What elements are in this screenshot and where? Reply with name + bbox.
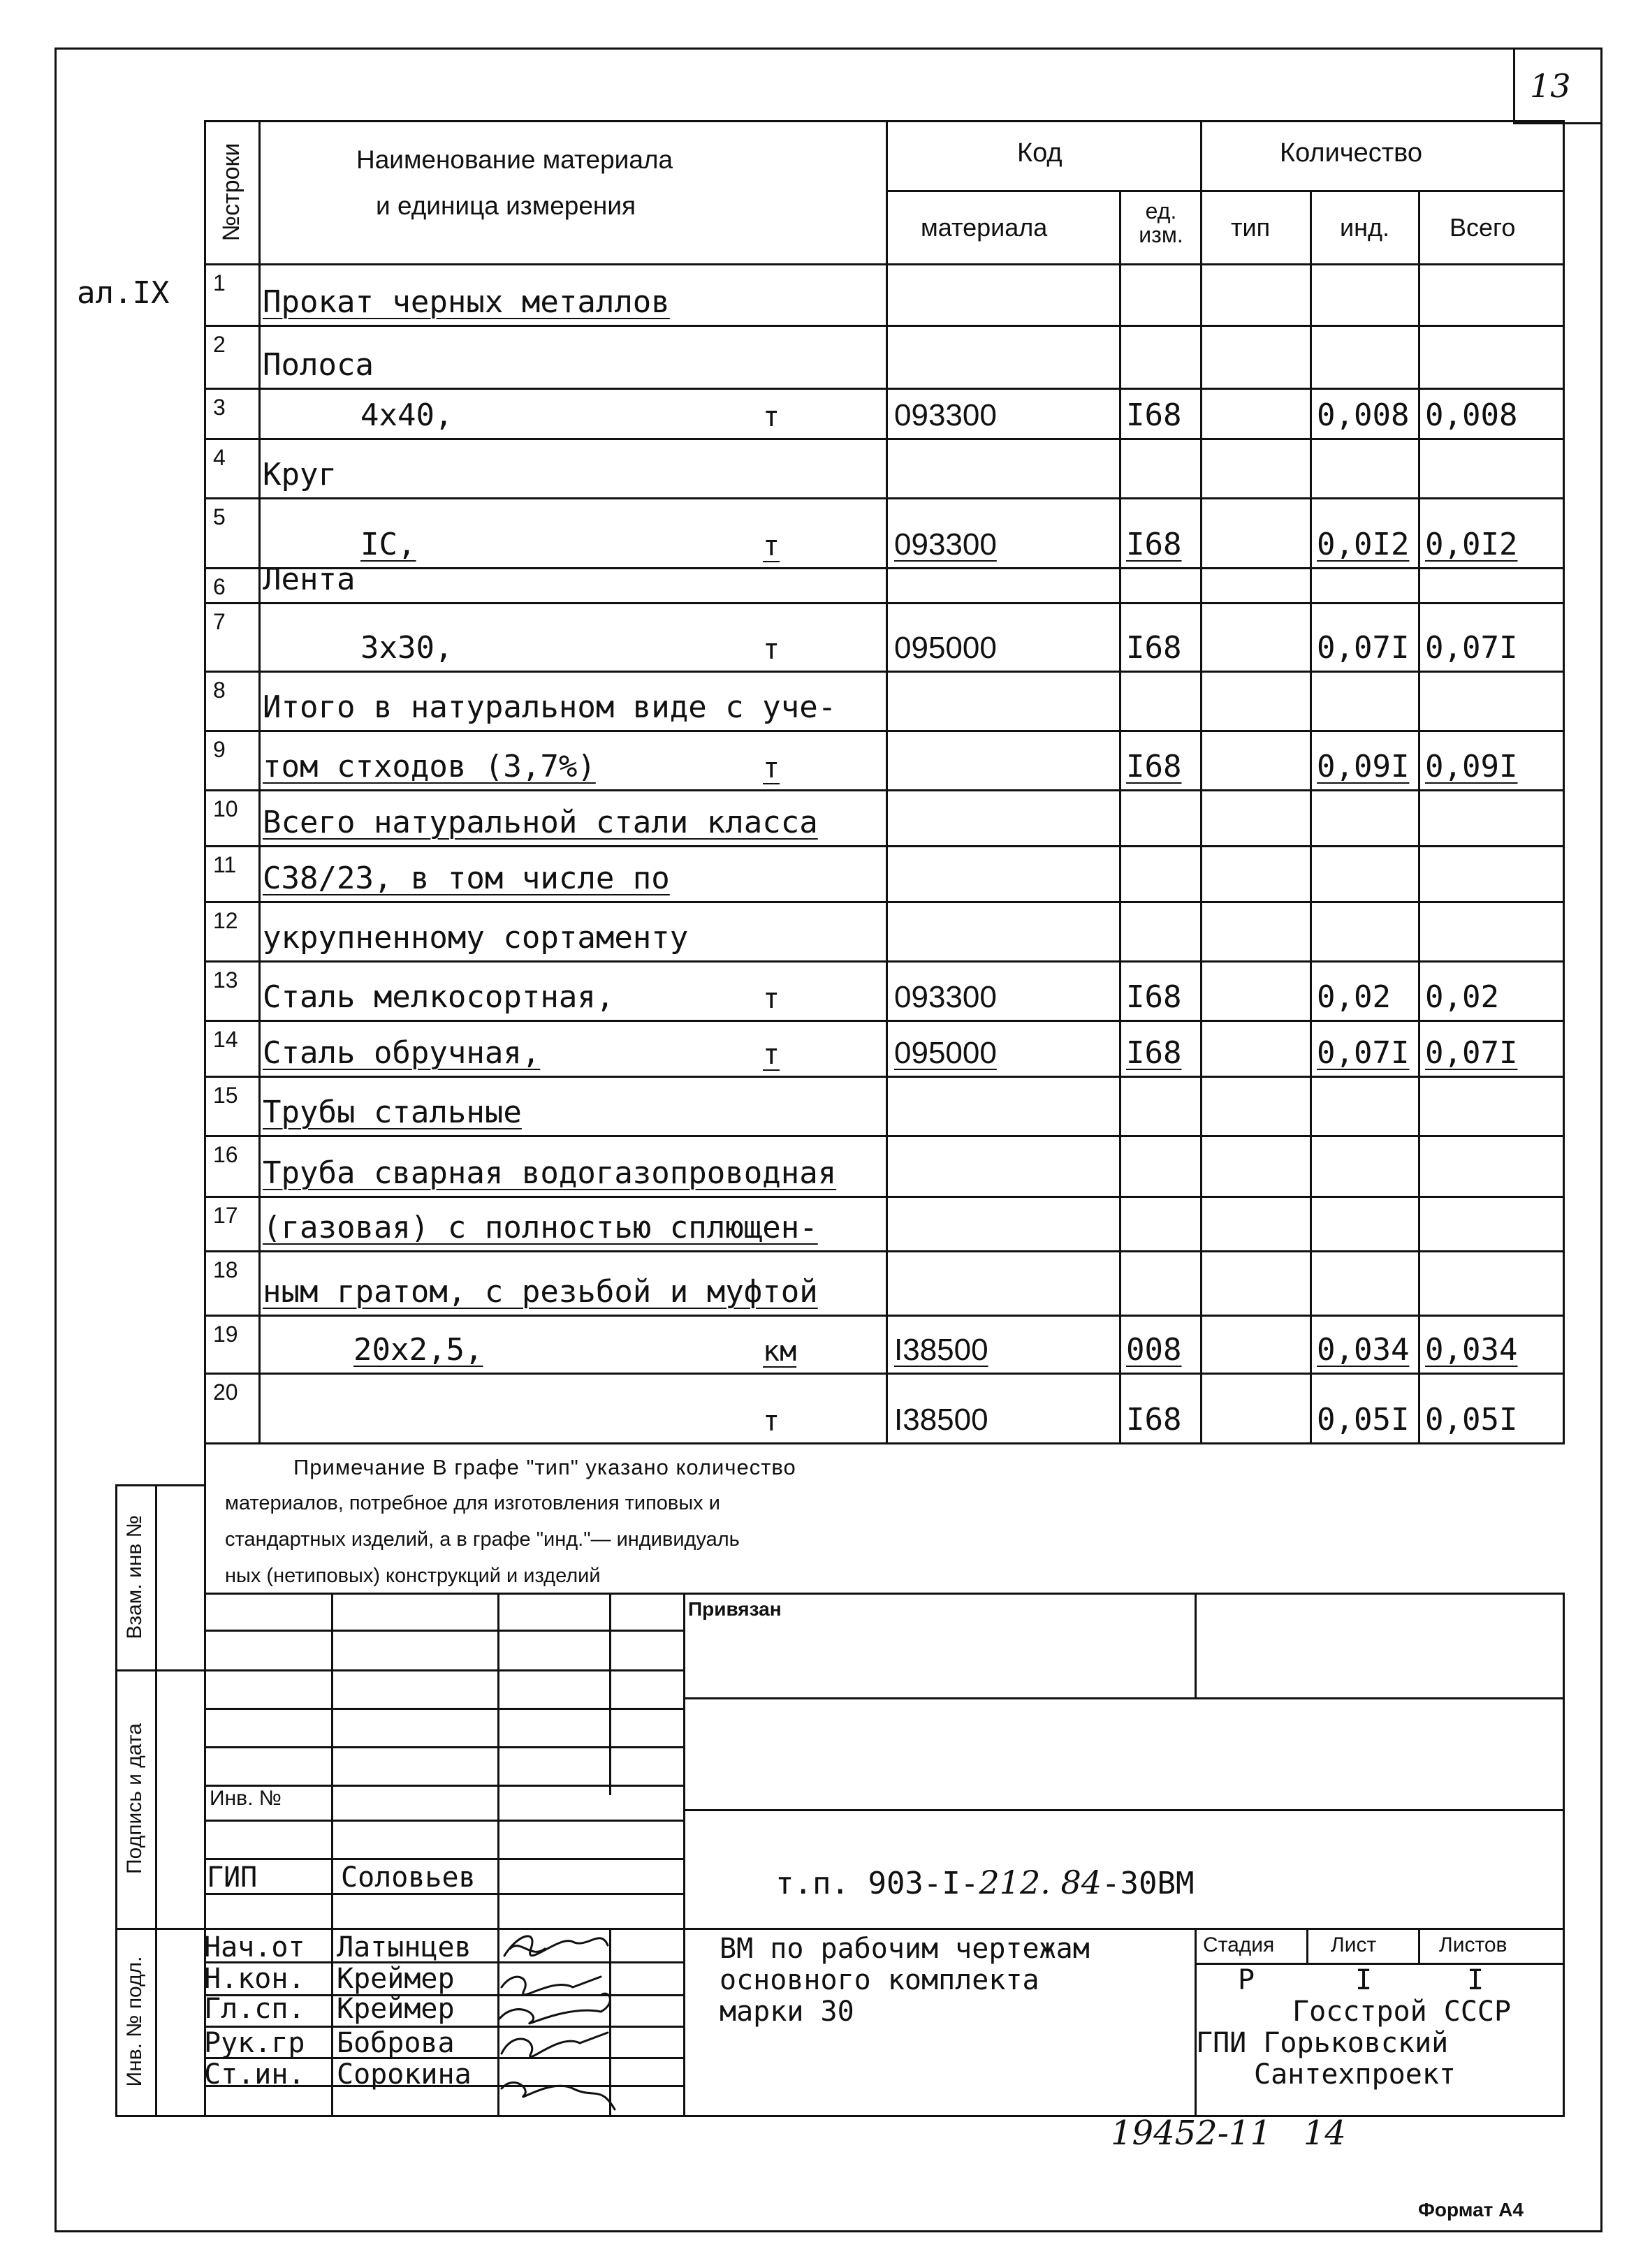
cell-name: Полоса xyxy=(263,347,374,383)
cell-name: укрупненному сортаменту xyxy=(263,920,689,956)
cell-code: 093300 xyxy=(894,527,997,562)
sheets-label: Листов xyxy=(1439,1933,1507,1956)
cell-ind: 0,09I xyxy=(1317,749,1410,784)
page-number: 13 xyxy=(1530,67,1571,105)
cell-total: 0,09I xyxy=(1425,749,1518,784)
inv-no-label: Инв. № xyxy=(210,1787,282,1810)
cell-n: 19 xyxy=(213,1322,238,1347)
cell-unit: т xyxy=(763,752,780,784)
cell-total: 0,02 xyxy=(1425,979,1499,1015)
org-line2: ГПИ Горьковский xyxy=(1196,2027,1449,2059)
cell-ed: 008 xyxy=(1126,1332,1182,1368)
cell-unit: т xyxy=(763,634,780,666)
header-name-line1: Наименование материала xyxy=(356,145,673,174)
cell-name: ным гратом, с резьбой и муфтой xyxy=(263,1274,818,1310)
cell-ind: 0,07I xyxy=(1317,630,1410,666)
cell-ed: I68 xyxy=(1126,397,1182,433)
stamp-vzam-inv: Взам. инв № xyxy=(123,1515,146,1639)
cell-name: Итого в натуральном виде с уче- xyxy=(263,689,837,725)
cell-name: С38/23, в том числе по xyxy=(263,861,670,896)
cell-n: 14 xyxy=(213,1027,238,1052)
header-name-line2: и единица измерения xyxy=(376,191,636,220)
description-line1: ВМ по рабочим чертежам xyxy=(720,1933,1090,1965)
sheet-value: I xyxy=(1355,1964,1373,1996)
cell-n: 20 xyxy=(213,1380,238,1405)
staff-name: Сорокина xyxy=(337,2058,472,2091)
stage-value: Р xyxy=(1238,1964,1255,1996)
format-label: Формат А4 xyxy=(1418,2199,1524,2221)
header-code: Код xyxy=(1017,138,1063,168)
cell-code: I38500 xyxy=(894,1403,988,1437)
cell-n: 17 xyxy=(213,1203,238,1228)
cell-n: 8 xyxy=(213,678,226,703)
note-line2: материалов, потребное для изготовления типовых и xyxy=(225,1492,720,1514)
cell-unit: т xyxy=(763,401,780,433)
cell-name: Всего натуральной стали класса xyxy=(263,805,818,840)
cell-name: том стходов (3,7%) xyxy=(263,749,596,784)
staff-name: Креймер xyxy=(337,1993,455,2025)
cell-name: (газовая) с полностью сплющен- xyxy=(263,1210,818,1245)
cell-ind: 0,034 xyxy=(1317,1332,1410,1368)
cell-ind: 0,008 xyxy=(1317,397,1410,433)
staff-name: Латынцев xyxy=(337,1931,472,1963)
cell-n: 7 xyxy=(213,609,226,634)
staff-name: Соловьев xyxy=(341,1861,476,1894)
cell-unit: т xyxy=(763,983,780,1015)
cell-ind: 0,0I2 xyxy=(1317,527,1410,562)
cell-ed: I68 xyxy=(1126,527,1182,562)
cell-ind: 0,07I xyxy=(1317,1035,1410,1071)
cell-n: 10 xyxy=(213,796,238,821)
cell-n: 15 xyxy=(213,1083,238,1108)
org-line3: Сантехпроект xyxy=(1254,2058,1456,2091)
cell-name: Лента xyxy=(263,562,356,597)
header-quantity: Количество xyxy=(1280,138,1423,168)
cell-ed: I68 xyxy=(1126,1035,1182,1071)
cell-n: 11 xyxy=(213,852,237,877)
cell-name: Трубы стальные xyxy=(263,1095,522,1130)
cell-ed: I68 xyxy=(1126,1402,1182,1437)
staff-name: Боброва xyxy=(337,2027,455,2059)
cell-ind: 0,02 xyxy=(1317,979,1391,1015)
cell-n: 3 xyxy=(213,395,226,420)
header-row-no: №строки xyxy=(218,142,244,242)
cell-n: 5 xyxy=(213,504,226,529)
cell-n: 1 xyxy=(213,270,226,295)
cell-n: 4 xyxy=(213,445,226,470)
cell-total: 0,008 xyxy=(1425,397,1518,433)
staff-role: Гл.сп. xyxy=(204,1993,305,2025)
header-qty-ind: инд. xyxy=(1340,213,1389,242)
cell-code: 093300 xyxy=(894,980,997,1014)
note-line1: Примечание В графе "тип" указано количество xyxy=(293,1455,796,1479)
cell-n: 13 xyxy=(213,967,238,993)
cell-code: 093300 xyxy=(894,398,997,432)
designation-suffix: -30ВМ xyxy=(1101,1866,1195,1901)
cell-total: 0,05I xyxy=(1425,1402,1518,1437)
cell-n: 6 xyxy=(213,574,226,599)
cell-name: Круг xyxy=(263,457,337,492)
sheet-label: Лист xyxy=(1331,1933,1377,1956)
cell-unit: т xyxy=(763,1039,780,1071)
cell-ed: I68 xyxy=(1126,979,1182,1015)
cell-n: 9 xyxy=(213,737,226,762)
cell-code: I38500 xyxy=(894,1333,988,1367)
stamp-signature-date: Подпись и дата xyxy=(123,1723,146,1874)
staff-role: Нач.от xyxy=(204,1931,305,1963)
cell-total: 0,0I2 xyxy=(1425,527,1518,562)
cell-unit: км xyxy=(763,1336,797,1368)
cell-n: 12 xyxy=(213,908,238,933)
header-qty-total: Всего xyxy=(1450,213,1516,242)
cell-total: 0,07I xyxy=(1425,1035,1518,1071)
cell-ed: I68 xyxy=(1126,749,1182,784)
note-line4: ных (нетиповых) конструкций и изделий xyxy=(225,1565,601,1587)
description-line2: основного комплекта xyxy=(720,1964,1039,1996)
header-code-material: материала xyxy=(921,213,1048,242)
header-code-unit: ед. изм. xyxy=(1139,198,1183,247)
stage-label: Стадия xyxy=(1203,1933,1275,1956)
cell-ed: I68 xyxy=(1126,630,1182,666)
cell-unit: т xyxy=(763,1405,780,1437)
staff-role: ГИП xyxy=(207,1861,258,1894)
note-line3: стандартных изделий, а в графе "инд."— индивидуаль xyxy=(225,1528,740,1551)
cell-n: 18 xyxy=(213,1257,238,1282)
cell-ind: 0,05I xyxy=(1317,1402,1410,1437)
designation-hand: 212. 84 xyxy=(979,1864,1102,1901)
staff-role: Рук.гр xyxy=(204,2027,305,2059)
cell-total: 0,034 xyxy=(1425,1332,1518,1368)
cell-code: 095000 xyxy=(894,631,997,665)
sheets-value: I xyxy=(1467,1964,1484,1996)
cell-name: 20х2,5, xyxy=(353,1332,483,1368)
cell-name: Сталь обручная, xyxy=(263,1035,541,1071)
cell-name: Сталь мелкосортная, xyxy=(263,979,615,1015)
cell-unit: т xyxy=(763,530,780,562)
cell-n: 16 xyxy=(213,1142,238,1167)
side-label: ал.IX xyxy=(77,275,170,311)
staff-role: Ст.ин. xyxy=(204,2058,305,2091)
designation-prefix: т.п. 903-I- xyxy=(775,1866,979,1901)
cell-name: IC, xyxy=(360,527,416,562)
cell-name: Труба сварная водогазопроводная xyxy=(263,1155,837,1191)
privyazan-label: Привязан xyxy=(688,1598,782,1620)
header-qty-type: тип xyxy=(1231,213,1271,242)
cell-n: 2 xyxy=(213,332,226,357)
cell-name: 3х30, xyxy=(360,630,453,666)
cell-name: Прокат черных металлов xyxy=(263,284,670,320)
cell-name: 4х40, xyxy=(360,397,453,433)
bottom-handwritten-number: 19452-11 14 xyxy=(1111,2114,1346,2153)
description-line3: марки 30 xyxy=(720,1996,854,2028)
cell-total: 0,07I xyxy=(1425,630,1518,666)
staff-role: Н.кон. xyxy=(204,1963,305,1995)
cell-code: 095000 xyxy=(894,1036,997,1070)
org-line1: Госстрой СССР xyxy=(1292,1996,1512,2028)
designation xyxy=(775,1866,1194,1899)
stamp-inv-podl: Инв. № подл. xyxy=(123,1956,146,2087)
staff-name: Креймер xyxy=(337,1963,455,1995)
